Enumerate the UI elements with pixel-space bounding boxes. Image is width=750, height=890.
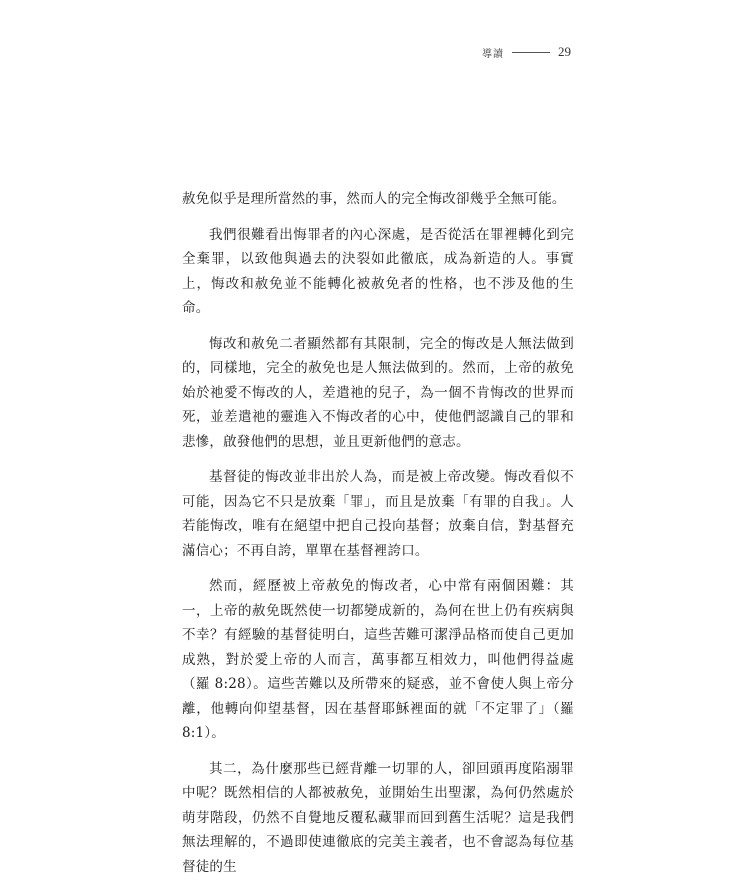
- running-head: [482, 44, 571, 60]
- paragraph: 其二，為什麼那些已經背離一切罪的人，卻回頭再度陷溺罪中呢？既然相信的人都被赦免，並開始生出聖潔，為何仍然處於萌芽階段，仍然不自覺地反覆私藏罪而回到舊生活呢？這是我們無法理解的，不過即使連徹底的完美主義者，也不會認為每位基督徒的生: [182, 760, 574, 875]
- page-number: 29: [558, 44, 571, 59]
- header-rule: [512, 52, 550, 53]
- paragraph: 然而，經歷被上帝赦免的悔改者，心中常有兩個困難：其一，上帝的赦免既然使一切都變成新的，為何在世上仍有疾病與不幸？有經驗的基督徒明白，這些苦難可潔淨品格而使自己更加成熟，對於愛上帝的人而言，萬事都互相效力，叫他們得益處（羅 8:28）。這些苦難以及所帶來的疑惑，並不會使人與上帝分離，他轉向仰望基督，因在基督耶穌裡面的就「不定罪了」（羅 8:1）。: [182, 578, 574, 741]
- paragraph-continued: 赦免似乎是理所當然的事，然而人的完全悔改卻幾乎全無可能。: [182, 191, 566, 207]
- section-title: 導讀: [482, 48, 504, 60]
- paragraph: 基督徒的悔改並非出於人為，而是被上帝改變。悔改看似不可能，因為它不只是放棄「罪」，而且是放棄「有罪的自我」。人若能悔改，唯有在絕望中把自己投向基督；放棄自信，對基督充滿信心；不再自誇，單單在基督裡誇口。: [182, 469, 574, 559]
- body-text: [182, 187, 574, 890]
- paragraph: 我們很難看出悔罪者的內心深處，是否從活在罪裡轉化到完全棄罪，以致他與過去的決裂如此徹底，成為新造的人。事實上，悔改和赦免並不能轉化被赦免者的性格，也不涉及他的生命。: [182, 226, 574, 316]
- paragraph: 悔改和赦免二者顯然都有其限制，完全的悔改是人無法做到的，同樣地，完全的赦免也是人無法做到的。然而，上帝的赦免始於祂愛不悔改的人，差遣祂的兒子，為一個不肯悔改的世界而死，並差遣祂的靈進入不悔改者的心中，使他們認識自己的罪和悲慘，啟發他們的思想，並且更新他們的意志。: [182, 335, 574, 450]
